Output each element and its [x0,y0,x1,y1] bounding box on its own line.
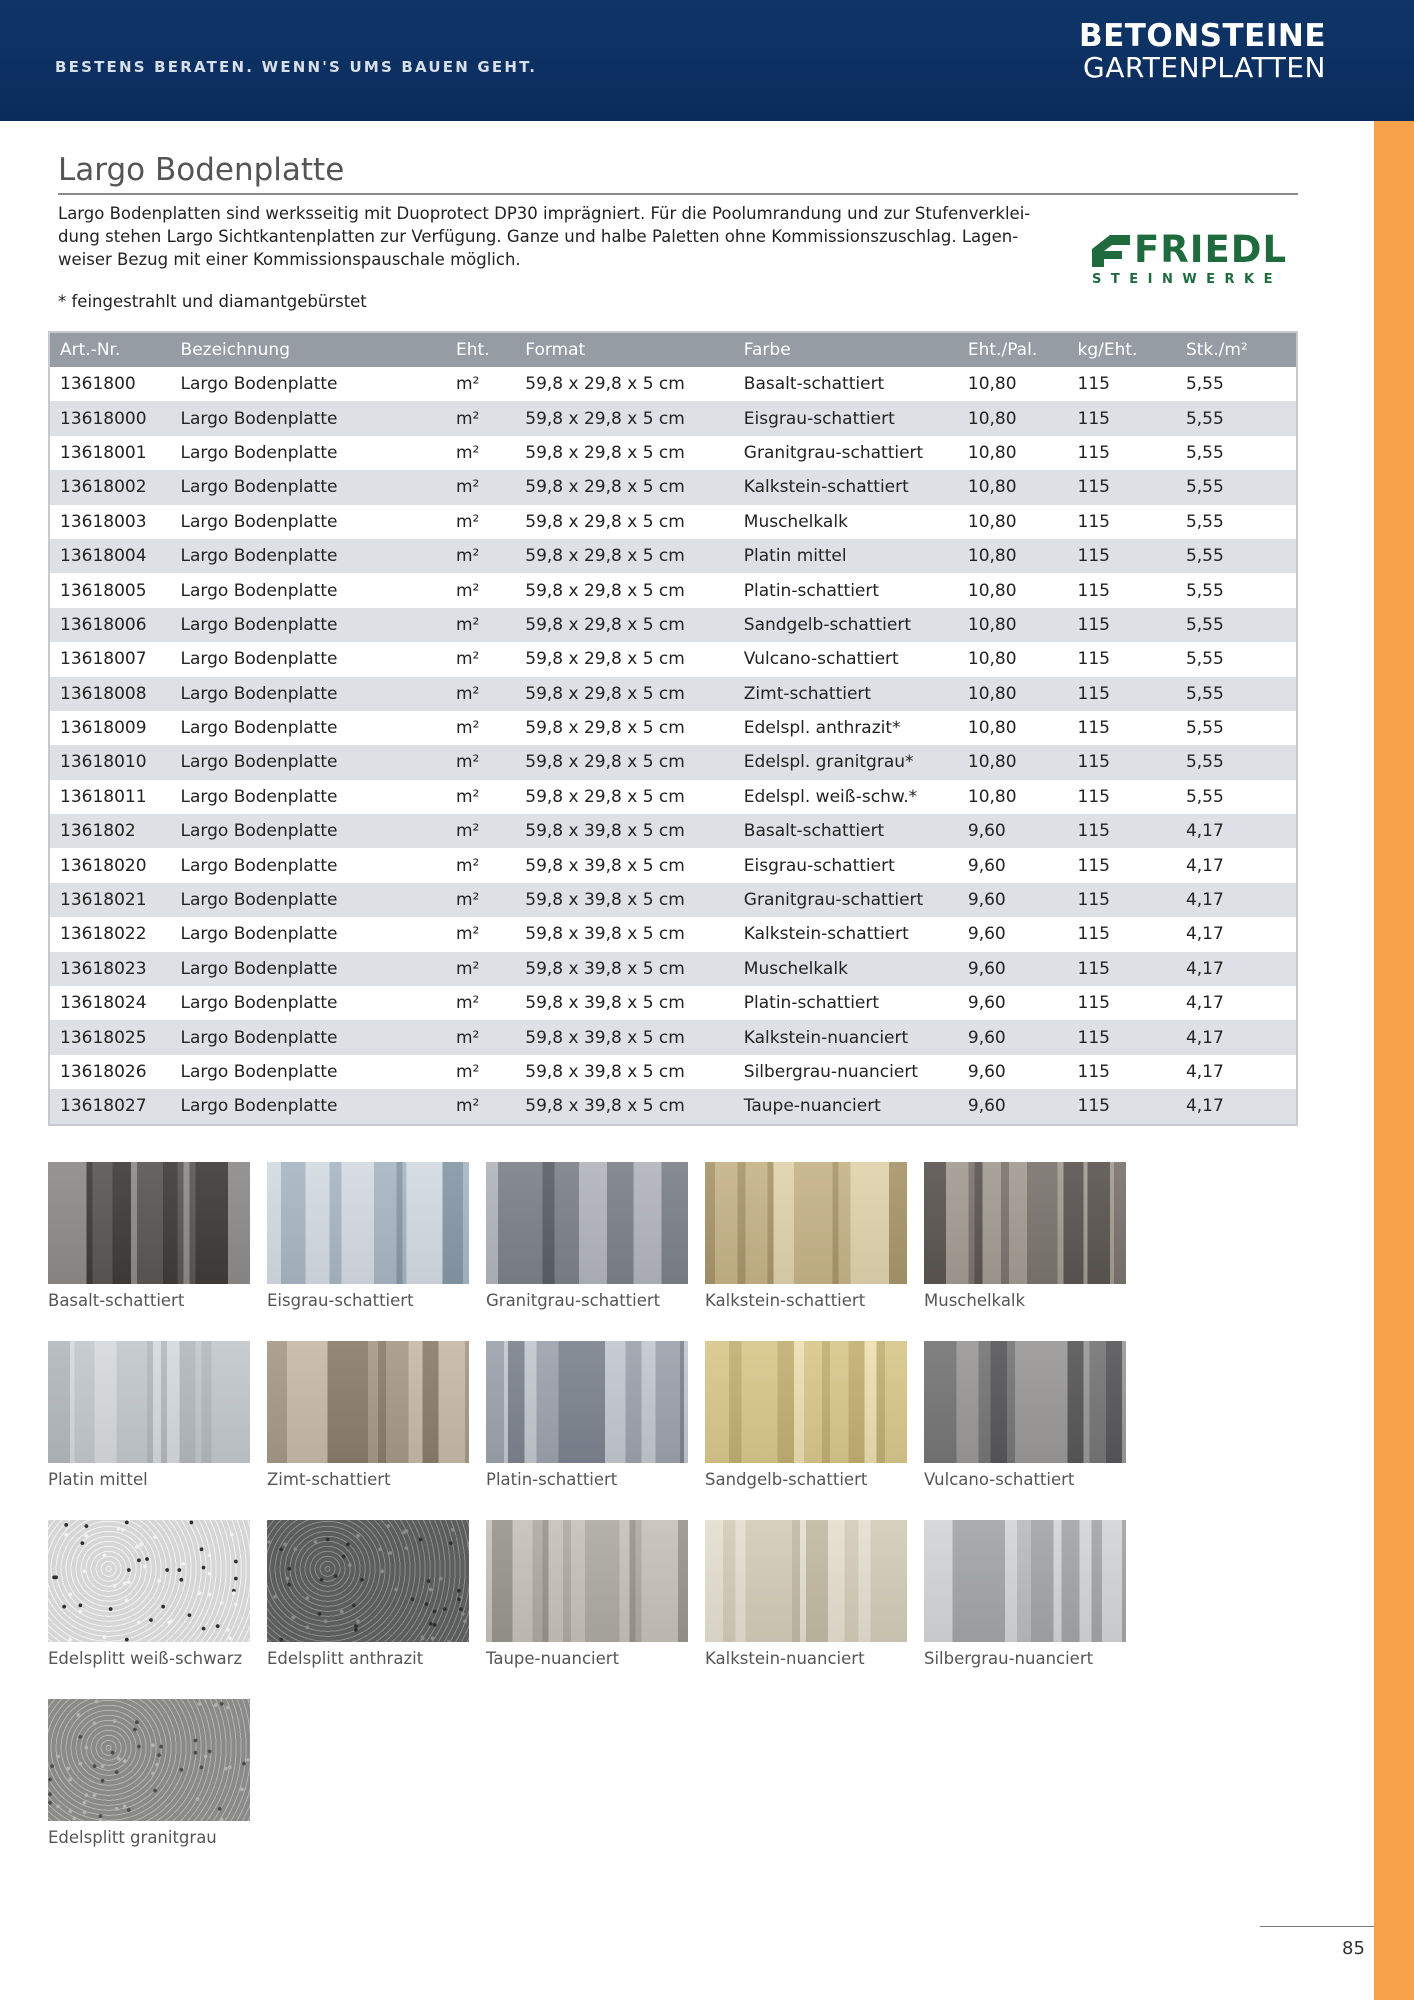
table-cell: Largo Bodenplatte [171,917,446,951]
table-row [49,367,1297,401]
swatch-label: Vulcano-schattiert [924,1470,1075,1489]
table-row [49,986,1297,1020]
table-cell: Largo Bodenplatte [171,780,446,814]
table-cell: 115 [1068,986,1176,1020]
table-cell: Largo Bodenplatte [171,883,446,917]
column-header: Stk./m² [1176,332,1297,367]
table-cell: 59,8 x 39,8 x 5 cm [515,848,734,882]
table-cell: 4,17 [1176,1055,1297,1089]
table-cell: 59,8 x 29,8 x 5 cm [515,367,734,401]
table-cell: 5,55 [1176,573,1297,607]
table-cell: m² [446,642,515,676]
table-cell: 115 [1068,711,1176,745]
table-cell: Largo Bodenplatte [171,745,446,779]
table-cell: Sandgelb-schattiert [734,608,958,642]
swatch-label: Zimt-schattiert [267,1470,391,1489]
table-cell: 59,8 x 39,8 x 5 cm [515,986,734,1020]
table-cell: m² [446,573,515,607]
table-row [49,1020,1297,1054]
table-cell: Largo Bodenplatte [171,1055,446,1089]
table-cell: 13618005 [49,573,171,607]
table-cell: 59,8 x 39,8 x 5 cm [515,814,734,848]
swatch-label: Kalkstein-nuanciert [705,1649,865,1668]
table-row [49,848,1297,882]
table-cell: m² [446,1055,515,1089]
logo-mark-icon [1092,235,1130,267]
swatch-label: Sandgelb-schattiert [705,1470,868,1489]
footer-divider [1260,1926,1374,1927]
table-row [49,470,1297,504]
table-cell: 9,60 [958,848,1068,882]
table-cell: 59,8 x 29,8 x 5 cm [515,780,734,814]
table-cell: m² [446,539,515,573]
table-row [49,883,1297,917]
table-cell: 10,80 [958,470,1068,504]
table-cell: 115 [1068,1020,1176,1054]
swatch-texture [48,1341,250,1463]
swatch-label: Edelsplitt weiß-schwarz [48,1649,243,1668]
table-cell: 9,60 [958,1089,1068,1124]
table-cell: 115 [1068,848,1176,882]
logo-wordmark: FRIEDL [1134,228,1288,271]
table-cell: m² [446,952,515,986]
table-cell: Largo Bodenplatte [171,711,446,745]
table-cell: 5,55 [1176,780,1297,814]
table-cell: 9,60 [958,1020,1068,1054]
table-cell: Largo Bodenplatte [171,1020,446,1054]
table-cell: 4,17 [1176,986,1297,1020]
table-cell: Vulcano-schattiert [734,642,958,676]
table-cell: 4,17 [1176,848,1297,882]
swatch-label: Platin-schattiert [486,1470,618,1489]
swatch-item [924,1162,1126,1341]
swatch-label: Edelsplitt anthrazit [267,1649,424,1668]
column-header: Art.-Nr. [49,332,171,367]
swatch-item [705,1162,907,1341]
table-row [49,917,1297,951]
swatch-texture [48,1162,250,1284]
table-cell: 59,8 x 39,8 x 5 cm [515,883,734,917]
table-cell: Largo Bodenplatte [171,436,446,470]
table-cell: Platin-schattiert [734,986,958,1020]
table-cell: 9,60 [958,952,1068,986]
table-cell: 115 [1068,573,1176,607]
swatch-texture [48,1520,250,1642]
table-cell: 59,8 x 29,8 x 5 cm [515,401,734,435]
table-cell: 115 [1068,401,1176,435]
table-cell: 10,80 [958,401,1068,435]
column-header: Farbe [734,332,958,367]
swatch-item [924,1520,1126,1699]
intro-text: Largo Bodenplatten sind werksseitig mit Duoprotect DP30 imprägniert. Für die Poolumrandung und zur Stufenverklei-dung stehen Largo Sichtkantenplatten zur Verfügung. Ganze und halbe Paletten ohne Kommissionszuschlag. Lagen-weiser Bezug mit einer Kommissionspauschale möglich. [58,204,1031,269]
table-cell: 115 [1068,436,1176,470]
page-header [0,0,1414,121]
table-cell: m² [446,814,515,848]
table-row [49,401,1297,435]
table-cell: 59,8 x 29,8 x 5 cm [515,573,734,607]
table-cell: Largo Bodenplatte [171,505,446,539]
table-row [49,677,1297,711]
table-cell: 4,17 [1176,1020,1297,1054]
swatch-texture [48,1699,250,1821]
table-cell: 9,60 [958,814,1068,848]
table-cell: 115 [1068,883,1176,917]
table-cell: 5,55 [1176,608,1297,642]
table-cell: 4,17 [1176,1089,1297,1124]
table-cell: m² [446,1089,515,1124]
table-cell: m² [446,1020,515,1054]
header-subcategory: GARTENPLATTEN [1083,51,1326,84]
table-cell: 115 [1068,608,1176,642]
swatch-label: Eisgrau-schattiert [267,1291,414,1310]
swatch-item [486,1162,688,1341]
table-cell: 5,55 [1176,539,1297,573]
swatch-texture [924,1162,1126,1284]
table-cell: Largo Bodenplatte [171,573,446,607]
table-cell: 9,60 [958,1055,1068,1089]
swatch-item [48,1341,250,1520]
page-number: 85 [1342,1938,1365,1959]
footnote: * feingestrahlt und diamantgebürstet [58,292,367,311]
table-cell: 115 [1068,780,1176,814]
table-cell: Largo Bodenplatte [171,608,446,642]
swatch-label: Edelsplitt granitgrau [48,1828,217,1847]
table-cell: 13618022 [49,917,171,951]
table-cell: 10,80 [958,711,1068,745]
swatch-label: Taupe-nuanciert [486,1649,620,1668]
swatch-label: Kalkstein-schattiert [705,1291,866,1310]
swatch-label: Platin mittel [48,1470,148,1489]
table-cell: 5,55 [1176,367,1297,401]
table-cell: Largo Bodenplatte [171,642,446,676]
table-cell: 115 [1068,539,1176,573]
table-cell: 59,8 x 29,8 x 5 cm [515,711,734,745]
column-header: Bezeichnung [171,332,446,367]
title-divider [58,193,1298,195]
table-cell: 115 [1068,1089,1176,1124]
table-cell: 4,17 [1176,883,1297,917]
color-swatch-grid [48,1162,1148,1878]
table-cell: Eisgrau-schattiert [734,848,958,882]
column-header: Format [515,332,734,367]
table-cell: 13618002 [49,470,171,504]
table-cell: Largo Bodenplatte [171,677,446,711]
table-cell: Largo Bodenplatte [171,814,446,848]
table-cell: Edelspl. granitgrau* [734,745,958,779]
table-cell: Largo Bodenplatte [171,952,446,986]
product-table [48,331,1298,1126]
table-cell: 5,55 [1176,470,1297,504]
table-cell: 5,55 [1176,401,1297,435]
table-cell: 5,55 [1176,436,1297,470]
table-cell: 13618004 [49,539,171,573]
swatch-item [267,1341,469,1520]
swatch-label: Muschelkalk [924,1291,1026,1310]
page-title: Largo Bodenplatte [58,152,345,188]
table-row [49,780,1297,814]
table-cell: 13618006 [49,608,171,642]
table-cell: 10,80 [958,608,1068,642]
table-cell: 13618009 [49,711,171,745]
swatch-label: Silbergrau-nuanciert [924,1649,1094,1668]
table-cell: m² [446,711,515,745]
swatch-item [267,1162,469,1341]
table-cell: 13618000 [49,401,171,435]
swatch-item [48,1699,250,1878]
table-cell: m² [446,505,515,539]
table-cell: 4,17 [1176,917,1297,951]
header-slogan: BESTENS BERATEN. WENN'S UMS BAUEN GEHT. [55,58,538,76]
table-cell: m² [446,367,515,401]
table-cell: 5,55 [1176,642,1297,676]
table-row [49,745,1297,779]
table-cell: Kalkstein-schattiert [734,917,958,951]
swatch-texture [267,1520,469,1642]
swatch-item [486,1341,688,1520]
swatch-texture [924,1520,1126,1642]
table-cell: m² [446,677,515,711]
side-accent-bar [1374,121,1414,2000]
swatch-texture [486,1162,688,1284]
table-cell: 59,8 x 29,8 x 5 cm [515,539,734,573]
table-row [49,711,1297,745]
table-cell: 59,8 x 29,8 x 5 cm [515,745,734,779]
swatch-texture [267,1162,469,1284]
swatch-texture [486,1520,688,1642]
table-cell: m² [446,780,515,814]
table-cell: m² [446,917,515,951]
table-cell: 5,55 [1176,711,1297,745]
column-header: Eht./Pal. [958,332,1068,367]
table-cell: m² [446,745,515,779]
table-cell: Kalkstein-nuanciert [734,1020,958,1054]
table-cell: 4,17 [1176,952,1297,986]
table-cell: Edelspl. weiß-schw.* [734,780,958,814]
table-cell: 13618011 [49,780,171,814]
table-cell: 59,8 x 29,8 x 5 cm [515,470,734,504]
table-row [49,1055,1297,1089]
table-cell: Basalt-schattiert [734,814,958,848]
table-cell: Granitgrau-schattiert [734,883,958,917]
table-cell: 13618007 [49,642,171,676]
table-cell: 10,80 [958,573,1068,607]
table-header-row [49,332,1297,367]
table-cell: 115 [1068,642,1176,676]
table-cell: 13618023 [49,952,171,986]
table-cell: 10,80 [958,780,1068,814]
table-cell: Edelspl. anthrazit* [734,711,958,745]
swatch-item [924,1341,1126,1520]
table-cell: 13618027 [49,1089,171,1124]
table-cell: 10,80 [958,539,1068,573]
table-cell: Kalkstein-schattiert [734,470,958,504]
friedl-logo [1090,228,1295,296]
table-cell: 13618026 [49,1055,171,1089]
table-cell: 1361802 [49,814,171,848]
table-cell: Taupe-nuanciert [734,1089,958,1124]
table-row [49,573,1297,607]
table-cell: m² [446,883,515,917]
table-cell: 13618021 [49,883,171,917]
swatch-texture [924,1341,1126,1463]
table-cell: 115 [1068,505,1176,539]
table-cell: m² [446,848,515,882]
swatch-texture [705,1520,907,1642]
table-cell: Largo Bodenplatte [171,367,446,401]
table-cell: 115 [1068,917,1176,951]
table-cell: 5,55 [1176,745,1297,779]
table-cell: 10,80 [958,505,1068,539]
table-cell: 13618001 [49,436,171,470]
table-cell: Largo Bodenplatte [171,539,446,573]
swatch-item [486,1520,688,1699]
table-cell: Basalt-schattiert [734,367,958,401]
table-cell: m² [446,608,515,642]
table-cell: 13618003 [49,505,171,539]
table-cell: 10,80 [958,677,1068,711]
table-cell: 59,8 x 29,8 x 5 cm [515,642,734,676]
table-row [49,1089,1297,1124]
table-row [49,539,1297,573]
table-cell: 4,17 [1176,814,1297,848]
swatch-item [705,1341,907,1520]
table-cell: 13618020 [49,848,171,882]
swatch-item [705,1520,907,1699]
table-cell: 9,60 [958,917,1068,951]
table-cell: m² [446,470,515,504]
table-cell: 59,8 x 39,8 x 5 cm [515,1020,734,1054]
table-cell: Silbergrau-nuanciert [734,1055,958,1089]
table-cell: 115 [1068,745,1176,779]
table-cell: 10,80 [958,436,1068,470]
table-cell: 13618025 [49,1020,171,1054]
table-cell: 10,80 [958,745,1068,779]
table-cell: 59,8 x 39,8 x 5 cm [515,952,734,986]
swatch-label: Granitgrau-schattiert [486,1291,661,1310]
table-cell: Eisgrau-schattiert [734,401,958,435]
table-cell: 59,8 x 39,8 x 5 cm [515,917,734,951]
table-cell: m² [446,436,515,470]
swatch-texture [705,1162,907,1284]
swatch-label: Basalt-schattiert [48,1291,185,1310]
table-row [49,505,1297,539]
table-cell: 115 [1068,367,1176,401]
table-row [49,608,1297,642]
table-cell: 9,60 [958,883,1068,917]
swatch-texture [705,1341,907,1463]
logo-subtitle: STEINWERKE [1092,272,1283,287]
table-cell: Zimt-schattiert [734,677,958,711]
table-cell: 10,80 [958,367,1068,401]
table-cell: Granitgrau-schattiert [734,436,958,470]
table-cell: 5,55 [1176,677,1297,711]
table-cell: 13618024 [49,986,171,1020]
table-cell: 115 [1068,814,1176,848]
table-row [49,952,1297,986]
table-cell: Platin mittel [734,539,958,573]
table-cell: Muschelkalk [734,505,958,539]
table-cell: 1361800 [49,367,171,401]
table-row [49,814,1297,848]
column-header: Eht. [446,332,515,367]
table-cell: 115 [1068,952,1176,986]
table-cell: 59,8 x 39,8 x 5 cm [515,1089,734,1124]
table-cell: 59,8 x 29,8 x 5 cm [515,677,734,711]
swatch-texture [486,1341,688,1463]
table-cell: 10,80 [958,642,1068,676]
swatch-item [48,1162,250,1341]
table-cell: 13618010 [49,745,171,779]
table-cell: Largo Bodenplatte [171,848,446,882]
swatch-item [48,1520,250,1699]
table-cell: 59,8 x 29,8 x 5 cm [515,505,734,539]
header-category: BETONSTEINE [1078,18,1326,54]
column-header: kg/Eht. [1068,332,1176,367]
table-cell: 13618008 [49,677,171,711]
table-cell: Largo Bodenplatte [171,986,446,1020]
table-cell: 115 [1068,1055,1176,1089]
swatch-item [267,1520,469,1699]
table-cell: Largo Bodenplatte [171,1089,446,1124]
swatch-texture [267,1341,469,1463]
table-cell: Platin-schattiert [734,573,958,607]
table-row [49,642,1297,676]
table-cell: m² [446,401,515,435]
table-cell: 59,8 x 29,8 x 5 cm [515,436,734,470]
table-row [49,436,1297,470]
table-cell: 59,8 x 39,8 x 5 cm [515,1055,734,1089]
table-cell: Largo Bodenplatte [171,470,446,504]
table-cell: Largo Bodenplatte [171,401,446,435]
table-cell: Muschelkalk [734,952,958,986]
table-cell: 115 [1068,470,1176,504]
table-cell: 59,8 x 29,8 x 5 cm [515,608,734,642]
table-cell: 115 [1068,677,1176,711]
table-cell: m² [446,986,515,1020]
table-cell: 5,55 [1176,505,1297,539]
table-cell: 9,60 [958,986,1068,1020]
